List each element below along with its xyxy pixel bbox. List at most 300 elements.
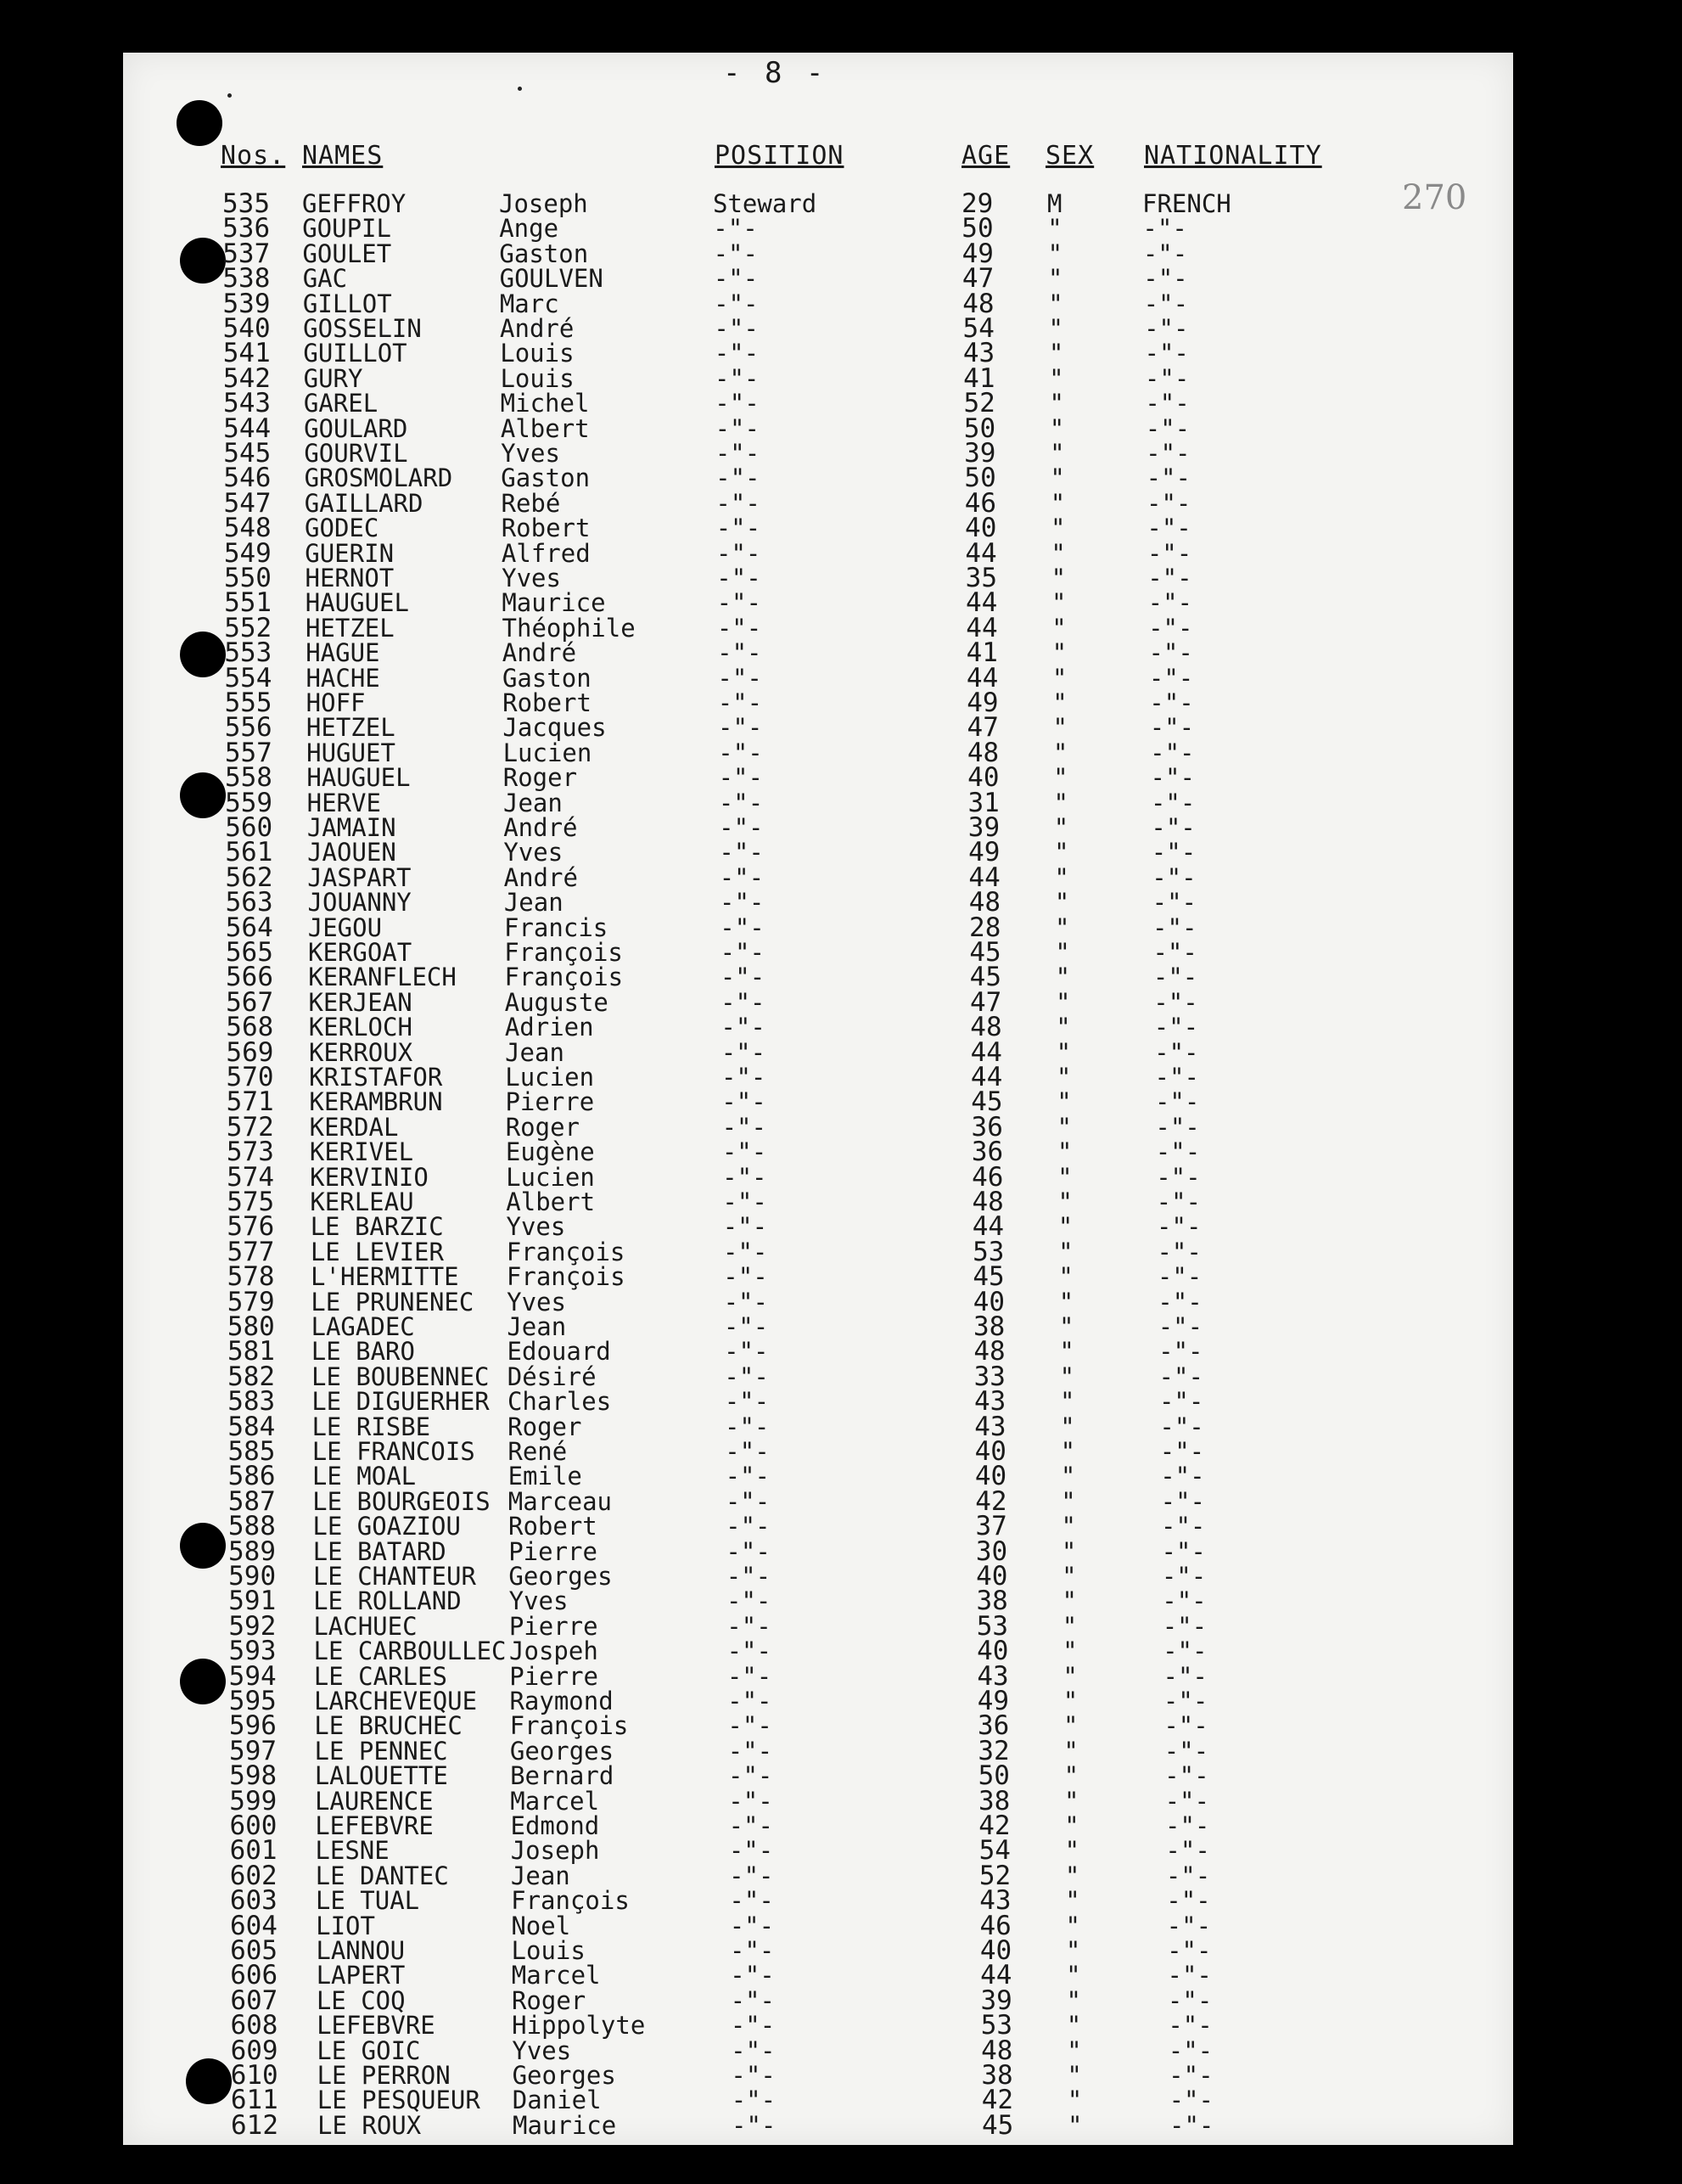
sex: " bbox=[1053, 788, 1068, 817]
row-number: 565 bbox=[225, 937, 273, 968]
row-number: 557 bbox=[224, 737, 272, 768]
given-name: Jean bbox=[503, 888, 563, 918]
position: -"- bbox=[716, 564, 761, 592]
nationality: -"- bbox=[1143, 264, 1188, 294]
surname: GODEC bbox=[305, 514, 379, 543]
position: -"- bbox=[715, 363, 760, 393]
given-name: Francis bbox=[504, 912, 608, 942]
surname: LE GOAZIOU bbox=[312, 1512, 461, 1541]
header-nos: Nos. bbox=[221, 141, 286, 171]
table-row bbox=[0, 1760, 1682, 1792]
position: -"- bbox=[723, 1312, 769, 1341]
position: -"- bbox=[730, 1985, 775, 2015]
nationality: -"- bbox=[1148, 638, 1193, 668]
position: -"- bbox=[718, 788, 764, 817]
nationality: -"- bbox=[1158, 1312, 1203, 1341]
sex: " bbox=[1055, 912, 1070, 942]
sex: " bbox=[1062, 1611, 1078, 1641]
row-number: 592 bbox=[228, 1610, 277, 1642]
position: -"- bbox=[721, 1137, 767, 1167]
row-number: 581 bbox=[227, 1336, 275, 1367]
sex: " bbox=[1051, 638, 1068, 668]
given-name: Théophile bbox=[502, 613, 636, 643]
row-number: 597 bbox=[229, 1735, 278, 1766]
age: 54 bbox=[962, 313, 995, 344]
given-name: François bbox=[509, 1711, 629, 1741]
surname: LE TUAL bbox=[315, 1886, 420, 1916]
given-name: Yves bbox=[507, 1287, 566, 1317]
given-name: Georges bbox=[512, 2061, 616, 2090]
surname: LE PESQUEUR bbox=[317, 2086, 480, 2115]
age: 39 bbox=[964, 438, 996, 469]
age: 44 bbox=[966, 662, 999, 693]
surname: LIOT bbox=[316, 1911, 375, 1940]
row-number: 603 bbox=[229, 1885, 278, 1917]
nationality: -"- bbox=[1160, 1462, 1205, 1491]
nationality: -"- bbox=[1164, 1761, 1209, 1791]
sex: " bbox=[1068, 2110, 1083, 2140]
position: -"- bbox=[715, 488, 760, 518]
table-row bbox=[0, 762, 1682, 794]
nationality: -"- bbox=[1168, 2035, 1214, 2065]
age: 43 bbox=[974, 1411, 1006, 1442]
sex: " bbox=[1063, 1711, 1079, 1741]
surname: LACHUEC bbox=[313, 1611, 418, 1641]
age: 39 bbox=[967, 812, 1001, 843]
row-number: 549 bbox=[223, 537, 272, 569]
sex: " bbox=[1054, 862, 1069, 892]
age: 39 bbox=[980, 1985, 1012, 2016]
position: -"- bbox=[728, 1786, 773, 1816]
row-number: 604 bbox=[229, 1910, 278, 1941]
surname: KERAMBRUN bbox=[309, 1087, 443, 1117]
surname: JOUANNY bbox=[307, 888, 412, 918]
given-name: Hippolyte bbox=[512, 2011, 646, 2041]
row-number: 536 bbox=[222, 213, 271, 244]
position: -"- bbox=[715, 463, 760, 493]
nationality: -"- bbox=[1147, 564, 1192, 592]
age: 50 bbox=[964, 463, 996, 494]
row-number: 567 bbox=[226, 986, 274, 1018]
given-name: Roger bbox=[511, 1985, 586, 2015]
given-name: Jospeh bbox=[509, 1637, 598, 1666]
sex: " bbox=[1053, 763, 1068, 793]
row-number: 586 bbox=[227, 1461, 276, 1492]
position: -"- bbox=[724, 1361, 769, 1391]
row-number: 560 bbox=[225, 812, 273, 843]
sex: " bbox=[1054, 888, 1070, 918]
given-name: Albert bbox=[506, 1187, 596, 1216]
position: -"- bbox=[714, 314, 759, 343]
surname: LANNOU bbox=[316, 1936, 406, 1965]
position: -"- bbox=[716, 588, 761, 618]
age: 52 bbox=[978, 1860, 1012, 1891]
surname: LE PENNEC bbox=[314, 1736, 448, 1766]
given-name: Georges bbox=[509, 1736, 614, 1766]
position: -"- bbox=[722, 1162, 767, 1192]
age: 48 bbox=[972, 1187, 1004, 1217]
sex: " bbox=[1052, 713, 1068, 743]
age: 48 bbox=[973, 1336, 1006, 1367]
given-name: Charles bbox=[507, 1387, 612, 1417]
age: 38 bbox=[981, 2060, 1013, 2091]
row-number: 548 bbox=[223, 513, 272, 544]
position: -"- bbox=[715, 389, 760, 418]
position: -"- bbox=[715, 413, 760, 443]
given-name: François bbox=[506, 1262, 625, 1292]
position: -"- bbox=[719, 862, 765, 892]
row-number: 540 bbox=[222, 313, 271, 344]
age: 37 bbox=[975, 1511, 1007, 1542]
sex: " bbox=[1062, 1586, 1077, 1616]
sex: " bbox=[1060, 1462, 1076, 1491]
surname: LAGADEC bbox=[311, 1312, 415, 1341]
surname: GROSMOLARD bbox=[304, 463, 453, 493]
row-number: 555 bbox=[224, 688, 272, 718]
row-number: 573 bbox=[226, 1137, 274, 1168]
nationality: -"- bbox=[1163, 1637, 1208, 1666]
nationality: -"- bbox=[1143, 289, 1189, 318]
age: 49 bbox=[968, 837, 1001, 868]
surname: GOURVIL bbox=[304, 439, 408, 468]
nationality: -"- bbox=[1147, 588, 1193, 618]
nationality: -"- bbox=[1145, 389, 1190, 418]
surname: JAMAIN bbox=[306, 813, 396, 842]
surname: LE ROLLAND bbox=[313, 1586, 462, 1616]
position: -"- bbox=[722, 1187, 767, 1216]
sex: " bbox=[1067, 2086, 1083, 2115]
given-name: Marcel bbox=[511, 1961, 601, 1990]
sex: " bbox=[1063, 1786, 1079, 1816]
sex: " bbox=[1047, 239, 1063, 268]
position: -"- bbox=[725, 1486, 771, 1516]
nationality: -"- bbox=[1160, 1486, 1205, 1516]
nationality: -"- bbox=[1166, 1911, 1212, 1940]
position: -"- bbox=[718, 713, 763, 743]
given-name: Robert bbox=[508, 1512, 597, 1541]
age: 43 bbox=[977, 1660, 1009, 1692]
age: 52 bbox=[963, 388, 995, 419]
nationality: -"- bbox=[1154, 1087, 1200, 1117]
row-number: 558 bbox=[224, 762, 272, 794]
table-row bbox=[0, 2010, 1682, 2041]
position: -"- bbox=[714, 289, 759, 318]
handwritten-annotation: 270 bbox=[1402, 178, 1467, 217]
age: 47 bbox=[969, 986, 1002, 1018]
sex: " bbox=[1065, 1911, 1080, 1940]
sex: " bbox=[1055, 963, 1071, 992]
surname: LAPERT bbox=[316, 1961, 406, 1990]
header-age: AGE bbox=[962, 141, 1011, 171]
row-number: 608 bbox=[230, 2010, 278, 2041]
nationality: -"- bbox=[1154, 1063, 1199, 1092]
surname: HUGUET bbox=[306, 738, 395, 767]
sex: " bbox=[1056, 1013, 1071, 1042]
sex: " bbox=[1051, 514, 1066, 543]
age: 43 bbox=[973, 1386, 1006, 1418]
surname: LARCHEVEQUE bbox=[314, 1687, 478, 1715]
sex: " bbox=[1058, 1237, 1074, 1266]
nationality: -"- bbox=[1157, 1262, 1203, 1292]
table-row bbox=[0, 1012, 1682, 1043]
position: -"- bbox=[718, 738, 763, 767]
age: 40 bbox=[977, 1636, 1009, 1667]
given-name: Michel bbox=[500, 389, 590, 418]
sex: " bbox=[1048, 339, 1064, 368]
row-number: 552 bbox=[224, 612, 272, 643]
row-number: 600 bbox=[229, 1811, 278, 1841]
sex: " bbox=[1062, 1661, 1078, 1691]
sex: " bbox=[1066, 1961, 1081, 1990]
surname: GOULET bbox=[302, 239, 392, 268]
position: -"- bbox=[731, 2061, 776, 2090]
surname: LE COQ bbox=[316, 1985, 406, 2015]
row-number: 605 bbox=[230, 1935, 278, 1966]
age: 40 bbox=[973, 1286, 1006, 1317]
position: -"- bbox=[721, 1112, 766, 1142]
given-name: Joseph bbox=[499, 189, 588, 218]
age: 50 bbox=[962, 213, 994, 244]
nationality: -"- bbox=[1144, 339, 1189, 368]
sex: " bbox=[1051, 613, 1067, 643]
nationality: -"- bbox=[1142, 214, 1187, 244]
row-number: 594 bbox=[228, 1660, 277, 1692]
surname: HETZEL bbox=[306, 713, 395, 743]
given-name: Louis bbox=[500, 363, 575, 393]
age: 46 bbox=[972, 1161, 1004, 1193]
sex: " bbox=[1059, 1361, 1075, 1391]
surname: LEFEBVRE bbox=[315, 1811, 434, 1840]
row-number: 551 bbox=[224, 587, 272, 619]
position: -"- bbox=[722, 1212, 768, 1242]
table-row bbox=[0, 637, 1682, 669]
age: 36 bbox=[971, 1111, 1003, 1143]
row-number: 553 bbox=[224, 637, 272, 669]
given-name: André bbox=[503, 813, 578, 842]
nationality: -"- bbox=[1165, 1811, 1210, 1840]
nationality: -"- bbox=[1147, 538, 1192, 568]
sex: " bbox=[1061, 1486, 1076, 1516]
sex: " bbox=[1049, 389, 1064, 418]
surname: GOULARD bbox=[304, 413, 408, 443]
given-name: Adrien bbox=[504, 1013, 594, 1042]
surname: KERLEAU bbox=[310, 1187, 414, 1216]
nationality: -"- bbox=[1158, 1387, 1204, 1417]
nationality: -"- bbox=[1148, 613, 1193, 643]
given-name: Albert bbox=[500, 413, 590, 443]
position: -"- bbox=[727, 1687, 772, 1715]
nationality: -"- bbox=[1165, 1861, 1211, 1890]
age: 44 bbox=[965, 537, 997, 569]
surname: HACHE bbox=[306, 663, 380, 693]
age: 44 bbox=[970, 1036, 1002, 1068]
nationality: -"- bbox=[1167, 1936, 1212, 1965]
row-number: 550 bbox=[223, 563, 272, 593]
age: 44 bbox=[972, 1211, 1005, 1243]
row-number: 566 bbox=[226, 962, 274, 993]
surname: GEFFROY bbox=[302, 189, 406, 218]
nationality: -"- bbox=[1152, 912, 1197, 942]
surname: LE BRUCHEC bbox=[314, 1711, 463, 1741]
age: 28 bbox=[969, 912, 1001, 943]
age: 41 bbox=[966, 637, 998, 669]
sex: " bbox=[1057, 1112, 1072, 1142]
row-number: 578 bbox=[227, 1261, 275, 1293]
position: -"- bbox=[723, 1262, 768, 1292]
sex: " bbox=[1060, 1437, 1076, 1466]
row-number: 559 bbox=[225, 787, 273, 818]
header-sex: SEX bbox=[1046, 141, 1095, 171]
nationality: -"- bbox=[1142, 239, 1188, 268]
nationality: -"- bbox=[1167, 1985, 1213, 2015]
nationality: -"- bbox=[1144, 314, 1189, 343]
age: 44 bbox=[966, 612, 998, 643]
sex: " bbox=[1065, 1886, 1080, 1916]
surname: LE GOIC bbox=[317, 2035, 421, 2065]
position: -"- bbox=[730, 1961, 775, 1990]
sex: " bbox=[1052, 738, 1068, 767]
row-number: 593 bbox=[228, 1636, 277, 1667]
sex: " bbox=[1051, 588, 1067, 618]
surname: LESNE bbox=[315, 1836, 390, 1866]
nationality: -"- bbox=[1163, 1711, 1208, 1741]
position: -"- bbox=[728, 1836, 774, 1866]
age: 48 bbox=[962, 288, 995, 319]
nationality: FRENCH bbox=[1142, 189, 1231, 218]
age: 45 bbox=[982, 2109, 1014, 2141]
position: -"- bbox=[726, 1562, 771, 1591]
age: 42 bbox=[978, 1811, 1011, 1841]
position: -"- bbox=[721, 1087, 766, 1117]
age: 46 bbox=[979, 1910, 1012, 1941]
age: 47 bbox=[962, 263, 995, 295]
row-number: 601 bbox=[229, 1835, 278, 1867]
position: -"- bbox=[713, 264, 759, 294]
given-name: Roger bbox=[505, 1112, 580, 1142]
row-number: 590 bbox=[228, 1561, 277, 1592]
position: -"- bbox=[713, 214, 758, 244]
nationality: -"- bbox=[1152, 862, 1197, 892]
given-name: Daniel bbox=[512, 2086, 602, 2115]
surname: HOFF bbox=[306, 688, 366, 717]
surname: LE PRUNENEC bbox=[311, 1287, 474, 1317]
row-number: 588 bbox=[227, 1511, 276, 1542]
row-number: 585 bbox=[227, 1436, 276, 1467]
table-row bbox=[0, 1885, 1682, 1917]
surname: LE ROUX bbox=[317, 2110, 422, 2140]
position: -"- bbox=[726, 1661, 772, 1691]
given-name: Jean bbox=[502, 788, 563, 817]
given-name: François bbox=[506, 1237, 625, 1266]
nationality: -"- bbox=[1164, 1786, 1209, 1816]
sex: " bbox=[1048, 314, 1064, 343]
speck bbox=[227, 93, 232, 98]
nationality: -"- bbox=[1150, 738, 1195, 767]
age: 53 bbox=[976, 1610, 1009, 1642]
age: 49 bbox=[967, 688, 999, 718]
given-name: Edmond bbox=[510, 1811, 600, 1840]
row-number: 612 bbox=[231, 2109, 278, 2141]
position: -"- bbox=[720, 1037, 766, 1067]
surname: HAGUE bbox=[306, 638, 380, 668]
age: 38 bbox=[978, 1785, 1011, 1816]
row-number: 568 bbox=[226, 1012, 274, 1043]
surname: GAC bbox=[302, 264, 348, 294]
given-name: Yves bbox=[501, 439, 560, 468]
row-number: 535 bbox=[222, 188, 270, 219]
age: 49 bbox=[977, 1686, 1010, 1716]
row-number: 547 bbox=[223, 487, 272, 519]
nationality: -"- bbox=[1159, 1412, 1204, 1441]
row-number: 570 bbox=[226, 1062, 274, 1092]
nationality: -"- bbox=[1146, 488, 1191, 518]
surname: LEFEBVRE bbox=[317, 2011, 435, 2041]
sex: " bbox=[1057, 1137, 1073, 1167]
nationality: -"- bbox=[1161, 1562, 1207, 1591]
surname: HETZEL bbox=[305, 613, 395, 643]
sex: " bbox=[1057, 1187, 1073, 1216]
sex: " bbox=[1059, 1387, 1075, 1417]
surname: GAREL bbox=[303, 389, 378, 418]
table-row bbox=[0, 2109, 1682, 2141]
age: 44 bbox=[980, 1960, 1012, 1991]
surname: GURY bbox=[303, 363, 363, 393]
sex: " bbox=[1067, 2061, 1082, 2090]
row-number: 577 bbox=[227, 1236, 275, 1267]
row-number: 602 bbox=[229, 1860, 278, 1891]
nationality: -"- bbox=[1157, 1212, 1202, 1242]
row-number: 554 bbox=[224, 662, 272, 693]
surname: LE FRANCOIS bbox=[311, 1437, 475, 1466]
position: -"- bbox=[724, 1387, 770, 1417]
sex: " bbox=[1061, 1536, 1077, 1566]
nationality: -"- bbox=[1161, 1536, 1206, 1566]
position: -"- bbox=[727, 1711, 772, 1741]
sex: " bbox=[1057, 1212, 1074, 1242]
age: 49 bbox=[962, 238, 994, 269]
sex: " bbox=[1060, 1412, 1075, 1441]
row-number: 561 bbox=[225, 837, 273, 868]
position: -"- bbox=[725, 1437, 770, 1466]
nationality: -"- bbox=[1169, 2110, 1214, 2140]
surname: KERDAL bbox=[309, 1112, 399, 1142]
age: 45 bbox=[973, 1261, 1005, 1293]
given-name: Noel bbox=[511, 1911, 571, 1940]
header-names: NAMES bbox=[302, 141, 384, 171]
nationality: -"- bbox=[1166, 1886, 1211, 1916]
row-number: 591 bbox=[228, 1586, 277, 1617]
table-row bbox=[0, 1636, 1682, 1667]
row-number: 569 bbox=[226, 1036, 274, 1068]
row-number: 572 bbox=[226, 1111, 274, 1143]
row-number: 571 bbox=[226, 1086, 274, 1118]
sex: " bbox=[1047, 214, 1062, 244]
position: -"- bbox=[729, 1911, 775, 1940]
given-name: Lucien bbox=[502, 738, 592, 767]
given-name: Edouard bbox=[507, 1337, 611, 1367]
age: 36 bbox=[971, 1137, 1004, 1168]
age: 35 bbox=[965, 563, 997, 593]
age: 50 bbox=[978, 1760, 1010, 1792]
given-name: Pierre bbox=[508, 1536, 597, 1566]
position: -"- bbox=[730, 2011, 776, 2041]
row-number: 575 bbox=[227, 1187, 275, 1217]
surname: JEGOU bbox=[307, 912, 383, 942]
given-name: Marceau bbox=[507, 1486, 613, 1516]
row-number: 576 bbox=[227, 1211, 275, 1243]
given-name: René bbox=[507, 1437, 568, 1466]
given-name: Jean bbox=[510, 1861, 570, 1890]
